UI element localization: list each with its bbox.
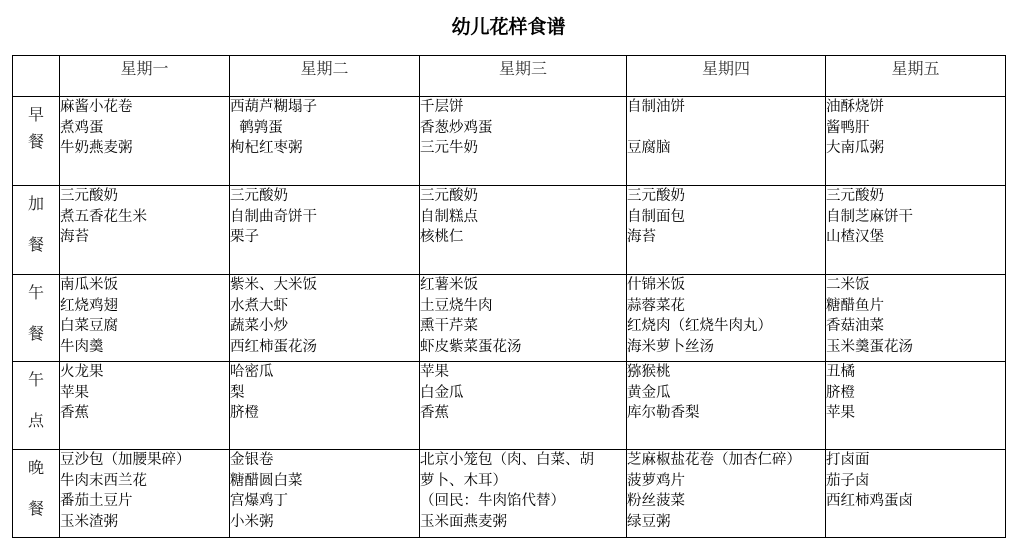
menu-cell: 三元酸奶 自制面包 海苔: [627, 186, 826, 275]
corner-cell: [13, 56, 60, 97]
day-header: 星期一: [60, 56, 230, 97]
menu-cell: 苹果 白金瓜 香蕉: [420, 362, 627, 450]
menu-cell: 火龙果 苹果 香蕉: [60, 362, 230, 450]
meal-row-snack: [13, 186, 1006, 275]
day-header: 星期三: [420, 56, 627, 97]
menu-cell: 哈密瓜 梨 脐橙: [230, 362, 420, 450]
menu-cell: 西葫芦糊塌子 鹌鹑蛋 枸杞红枣粥: [230, 97, 420, 186]
meal-label: 加 餐: [13, 186, 60, 275]
menu-cell: 丑橘 脐橙 苹果: [826, 362, 1006, 450]
meal-label: 早 餐: [13, 97, 60, 186]
meal-label: 午 点: [13, 362, 60, 450]
day-header: 星期五: [826, 56, 1006, 97]
meal-row-lunch: [13, 275, 1006, 362]
header-row: [13, 56, 1006, 97]
menu-cell: 三元酸奶 自制芝麻饼干 山楂汉堡: [826, 186, 1006, 275]
menu-cell: 麻酱小花卷 煮鸡蛋 牛奶燕麦粥: [60, 97, 230, 186]
meal-label: 晚 餐: [13, 450, 60, 538]
menu-cell: 南瓜米饭 红烧鸡翅 白菜豆腐 牛肉羹: [60, 275, 230, 362]
menu-cell: 三元酸奶 自制糕点 核桃仁: [420, 186, 627, 275]
menu-cell: 打卤面 茄子卤 西红柿鸡蛋卤: [826, 450, 1006, 538]
menu-cell: 油酥烧饼 酱鸭肝 大南瓜粥: [826, 97, 1006, 186]
menu-cell: 三元酸奶 自制曲奇饼干 栗子: [230, 186, 420, 275]
meal-row-afternoon-snack: [13, 362, 1006, 450]
menu-cell: 自制油饼 豆腐脑: [627, 97, 826, 186]
menu-cell: 二米饭 糖醋鱼片 香菇油菜 玉米羹蛋花汤: [826, 275, 1006, 362]
menu-cell: 千层饼 香葱炒鸡蛋 三元牛奶: [420, 97, 627, 186]
menu-cell: 芝麻椒盐花卷（加杏仁碎） 菠萝鸡片 粉丝菠菜 绿豆粥: [627, 450, 826, 538]
menu-table: [12, 55, 1006, 538]
day-header: 星期二: [230, 56, 420, 97]
menu-cell: 金银卷 糖醋圆白菜 宫爆鸡丁 小米粥: [230, 450, 420, 538]
menu-cell: 什锦米饭 蒜蓉菜花 红烧肉（红烧牛肉丸） 海米萝卜丝汤: [627, 275, 826, 362]
menu-cell: 豆沙包（加腰果碎） 牛肉末西兰花 番茄土豆片 玉米渣粥: [60, 450, 230, 538]
meal-row-breakfast: [13, 97, 1006, 186]
page-title: 幼儿花样食谱: [451, 16, 566, 38]
menu-cell: 猕猴桃 黄金瓜 库尔勒香梨: [627, 362, 826, 450]
menu-cell: 紫米、大米饭 水煮大虾 蔬菜小炒 西红柿蛋花汤: [230, 275, 420, 362]
meal-label: 午 餐: [13, 275, 60, 362]
meal-row-dinner: [13, 450, 1006, 538]
menu-cell: 北京小笼包（肉、白菜、胡 萝卜、木耳） （回民：牛肉馅代替） 玉米面燕麦粥: [420, 450, 627, 538]
menu-cell: 红薯米饭 土豆烧牛肉 熏干芹菜 虾皮紫菜蛋花汤: [420, 275, 627, 362]
day-header: 星期四: [627, 56, 826, 97]
menu-cell: 三元酸奶 煮五香花生米 海苔: [60, 186, 230, 275]
